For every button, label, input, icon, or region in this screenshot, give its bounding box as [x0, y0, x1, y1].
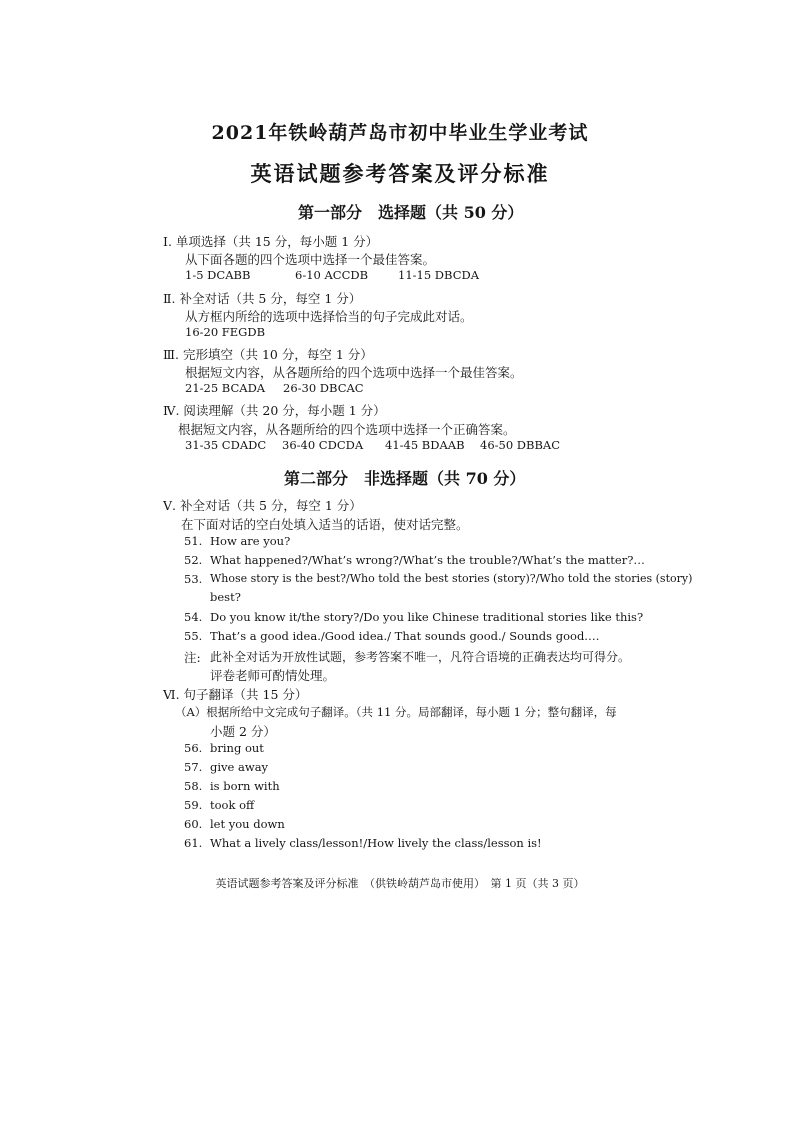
section6-instruction: （A）根据所给中文完成句子翻译。（共 11 分。局部翻译，每小题 1 分；整句翻译，每	[175, 705, 617, 719]
section5-title: Ⅴ. 补全对话（共 5 分，每空 1 分）	[163, 498, 362, 513]
note-text: 此补全对话为开放性试题，参考答案不唯一，凡符合语境的正确表达均可得分。	[210, 650, 631, 664]
note-label: 注:	[184, 650, 201, 665]
answer-group: 1-5 DCABB	[185, 268, 251, 282]
answer-group: 41-45 BDAAB	[385, 438, 465, 452]
answer-group: 26-30 DBCAC	[283, 381, 364, 395]
exam-title: 2021年铁岭葫芦岛市初中毕业生学业考试	[211, 122, 589, 144]
answer-text-continued: best?	[210, 590, 241, 604]
answer-group: 36-40 CDCDA	[282, 438, 364, 452]
section3-instruction: 根据短文内容，从各题所给的四个选项中选择一个最佳答案。	[185, 365, 523, 380]
answer-text: Whose story is the best?/Who told the best stories (story)?/Who told the stories (story)	[210, 572, 693, 585]
answer-text: took off	[210, 798, 255, 812]
answer-text: bring out	[210, 741, 264, 755]
exam-subtitle: 英语试题参考答案及评分标准	[250, 161, 550, 186]
section6-instruction-continued: 小题 2 分）	[210, 724, 276, 739]
section3-title: Ⅲ. 完形填空（共 10 分，每空 1 分）	[163, 347, 373, 362]
answer-group: 46-50 DBBAC	[480, 438, 561, 452]
section4-title: Ⅳ. 阅读理解（共 20 分，每小题 1 分）	[163, 403, 386, 418]
question-number: 53.	[184, 572, 203, 586]
question-number: 59.	[184, 798, 203, 812]
answer-text: is born with	[210, 779, 280, 793]
question-number: 51.	[184, 534, 203, 548]
part1-heading: 第一部分 选择题（共 50 分）	[298, 203, 524, 222]
answer-text: Do you know it/the story?/Do you like Chinese traditional stories like this?	[210, 610, 644, 624]
answer-text: give away	[210, 760, 269, 774]
question-number: 60.	[184, 817, 203, 831]
answer-text: What happened?/What’s wrong?/What’s the trouble?/What’s the matter?…	[210, 553, 645, 567]
section4-instruction: 根据短文内容，从各题所给的四个选项中选择一个正确答案。	[178, 422, 516, 437]
section5-instruction: 在下面对话的空白处填入适当的话语，使对话完整。	[181, 517, 469, 532]
section1-title: Ⅰ. 单项选择（共 15 分，每小题 1 分）	[163, 234, 379, 249]
page-footer: 英语试题参考答案及评分标准 （供铁岭葫芦岛市使用） 第 1 页（共 3 页）	[215, 877, 585, 890]
note-text-continued: 评卷老师可酌情处理。	[210, 668, 336, 683]
question-number: 61.	[184, 836, 203, 850]
question-number: 57.	[184, 760, 203, 774]
answer-group: 16-20 FEGDB	[185, 325, 266, 339]
question-number: 54.	[184, 610, 203, 624]
answer-text: let you down	[210, 817, 285, 831]
question-number: 58.	[184, 779, 203, 793]
answer-group: 31-35 CDADC	[185, 438, 267, 452]
question-number: 52.	[184, 553, 203, 567]
answer-group: 6-10 ACCDB	[295, 268, 369, 282]
answer-text: That’s a good idea./Good idea./ That sounds good./ Sounds good.…	[210, 629, 600, 643]
answer-group: 11-15 DBCDA	[398, 268, 480, 282]
section6-title: Ⅵ. 句子翻译（共 15 分）	[163, 687, 308, 702]
part2-heading: 第二部分 非选择题（共 70 分）	[284, 469, 526, 488]
answer-text: How are you?	[210, 534, 291, 548]
section1-instruction: 从下面各题的四个选项中选择一个最佳答案。	[185, 252, 436, 267]
section2-title: Ⅱ. 补全对话（共 5 分，每空 1 分）	[163, 291, 362, 306]
section2-instruction: 从方框内所给的选项中选择恰当的句子完成此对话。	[185, 309, 473, 324]
question-number: 56.	[184, 741, 203, 755]
answer-group: 21-25 BCADA	[185, 381, 266, 395]
question-number: 55.	[184, 629, 203, 643]
answer-text: What a lively class/lesson!/How lively the class/lesson is!	[210, 836, 542, 850]
